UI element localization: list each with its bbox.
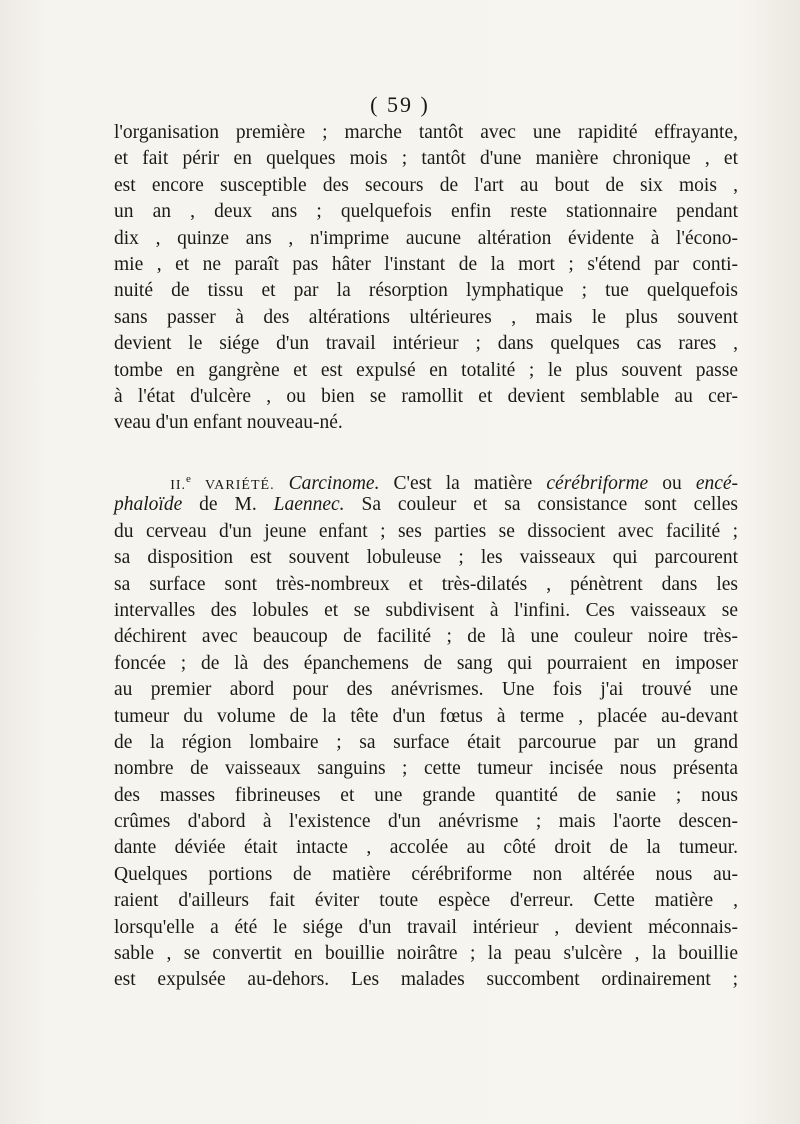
text-line: de la région lombaire ; sa surface était parcourue par un grand — [114, 731, 738, 753]
text-line: à l'état d'ulcère , ou bien se ramollit et devient semblable au cer- — [114, 385, 738, 407]
text-line: sa surface sont très-nombreux et très-dilatés , pénètrent dans les — [114, 573, 738, 595]
text-run: C'est la matière — [393, 473, 533, 494]
text-line: est encore susceptible des secours de l'art au bout de six mois , — [114, 174, 738, 196]
text-line — [114, 466, 738, 492]
text-line: Quelques portions de matière cérébriforme non altérée nous au- — [114, 863, 738, 885]
text-line: mie , et ne paraît pas hâter l'instant de la mort ; s'étend par conti- — [114, 253, 738, 275]
section-term: Carcinome. — [288, 473, 380, 494]
text-line: du cerveau d'un jeune enfant ; ses parties se dissocient avec facilité ; — [114, 520, 738, 542]
text-line: l'organisation première ; marche tantôt avec une rapidité effrayante, — [114, 122, 738, 143]
text-line: nombre de vaisseaux sanguins ; cette tumeur incisée nous présenta — [114, 758, 738, 780]
text-line: et fait périr en quelques mois ; tantôt d'une manière chronique , et — [114, 148, 738, 170]
text-line: sans passer à des altérations ultérieures , mais le plus souvent — [114, 306, 738, 328]
text-line: lorsqu'elle a été le siége d'un travail intérieur , devient méconnais- — [114, 916, 738, 938]
text-line: intervalles des lobules et se subdivisent à l'infini. Ces vaisseaux se — [114, 599, 738, 621]
italic-term: cérébriforme — [546, 473, 649, 494]
section-heading: VARIÉTÉ. — [205, 478, 275, 493]
text-run: ou — [662, 473, 682, 494]
text-line: foncée ; de là des épanchemens de sang qui pourraient en imposer — [114, 652, 738, 674]
paragraph-1 — [114, 120, 738, 437]
text-line: tumeur du volume de la tête d'un fœtus à terme , placée au-devant — [114, 705, 738, 727]
text-line: devient le siége d'un travail intérieur ; dans quelques cas rares , — [114, 333, 738, 355]
text-run: de M. — [199, 494, 257, 516]
text-line: déchirent avec beaucoup de facilité ; de là une couleur noire très- — [114, 626, 738, 648]
text-line: dix , quinze ans , n'imprime aucune altération évidente à l'écono- — [114, 227, 738, 249]
text-line: des masses fibrineuses et une grande quantité de sanie ; nous — [114, 784, 738, 806]
paragraph-2 — [114, 466, 738, 994]
text-line — [114, 492, 738, 518]
text-line: au premier abord pour des anévrismes. Une fois j'ai trouvé une — [114, 679, 738, 701]
text-line: un an , deux ans ; quelquefois enfin reste stationnaire pendant — [114, 201, 738, 223]
text-line: est expulsée au-dehors. Les malades succombent ordinairement ; — [114, 969, 738, 991]
page-number: ( 59 ) — [370, 92, 430, 117]
text-line: sable , se convertit en bouillie noirâtre ; la peau s'ulcère , la bouillie — [114, 943, 738, 965]
text-run: Sa couleur et sa consistance sont celles — [361, 494, 739, 516]
text-line: tombe en gangrène et est expulsé en totalité ; le plus souvent passe — [114, 359, 738, 381]
italic-term: phaloïde — [114, 494, 183, 516]
text-line: sa disposition est souvent lobuleuse ; les vaisseaux qui parcourent — [114, 547, 738, 569]
italic-name: Laennec. — [273, 494, 345, 516]
section-superscript: e — [186, 473, 191, 485]
text-line: crûmes d'abord à l'existence d'un anévrisme ; mais l'aorte descen- — [114, 811, 738, 833]
section-number: II. — [170, 478, 187, 493]
text-line: dante déviée était intacte , accolée au côté droit de la tumeur. — [114, 837, 738, 859]
italic-term: encé- — [695, 473, 739, 494]
text-line: raient d'ailleurs fait éviter toute espèce d'erreur. Cette matière , — [114, 890, 738, 912]
text-line: nuité de tissu et par la résorption lymphatique ; tue quelquefois — [114, 280, 738, 302]
text-line: veau d'un enfant nouveau-né. — [114, 412, 343, 434]
